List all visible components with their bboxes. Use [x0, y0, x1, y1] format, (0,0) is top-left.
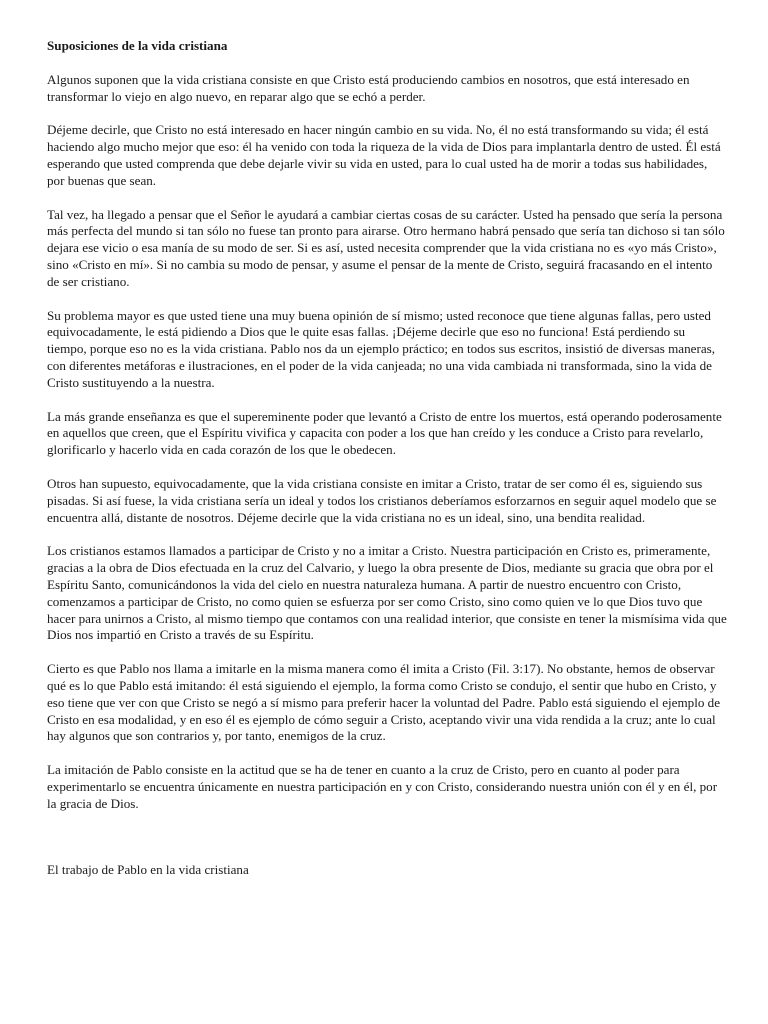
paragraph: Algunos suponen que la vida cristiana consiste en que Cristo está produciendo cambios en nosotros, que está interesado en transformar lo viejo en algo nuevo, en reparar algo que se echó a perder. [47, 71, 690, 104]
document-title: Suposiciones de la vida cristiana [47, 38, 228, 53]
paragraph: La imitación de Pablo consiste en la actitud que se ha de tener en cuanto a la cruz de Cristo, pero en cuanto al poder para experimentarlo se encuentra únicamente en nuestra participación en y con Cristo, considerando nuestra unión con él y en él, por la gracia de Dios. [47, 762, 718, 811]
paragraph: Cierto es que Pablo nos llama a imitarle en la misma manera como él imita a Cristo (Fil. 3:17). No obstante, hemos de observar qué es lo que Pablo está imitando: él está siguiendo el ejemplo, la forma como Cristo se condujo, el sentir que hubo en Cristo, y eso tiene que ver con que Cristo se negó a sí mismo para preferir hacer la voluntad del Padre. Pablo está siguiendo el ejemplo de Cristo en esa modalidad, y en eso él es ejemplo de cómo seguir a Cristo, aceptando vivir una vida rendida a la cruz; ante lo cual hay algunos que son contrarios y, por tanto, enemigos de la cruz. [47, 661, 721, 744]
paragraph: Su problema mayor es que usted tiene una muy buena opinión de sí mismo; usted reconoce que tiene algunas fallas, pero usted equivocadamente, le está pidiendo a Dios que le quite esas fallas. ¡Déjeme decirle que eso no funciona! Está perdiendo su tiempo, porque eso no es la vida cristiana. Pablo nos da un ejemplo práctico; en todos sus escritos, insistió de diversas maneras, con diferentes metáforas e ilustraciones, en el poder de la vida canjeada; no una vida cambiada ni transformada, sino la vida de Cristo sustituyendo a la nuestra. [47, 307, 715, 390]
paragraph: Déjeme decirle, que Cristo no está interesado en hacer ningún cambio en su vida. No, él no está transformando su vida; él está haciendo algo mucho mejor que eso: él ha venido con toda la riqueza de la vida de Dios para implantarla dentro de usted. Él está esperando que usted comprenda que debe dejarle vivir su vida en usted, para lo cual usted ha de morir a todas sus habilidades, por buenas que sean. [47, 122, 721, 188]
document-page [47, 38, 727, 879]
paragraph: Los cristianos estamos llamados a participar de Cristo y no a imitar a Cristo. Nuestra participación en Cristo es, primeramente, gracias a la obra de Dios efectuada en la cruz del Calvario, y luego la obra presente de Dios, mediante su gracia que obra por el Espíritu Santo, comunicándonos la vida del cielo en nuestra naturaleza humana. A partir de nuestro encuentro con Cristo, comenzamos a participar de Cristo, no como quien se esfuerza por ser como Cristo, sino como quien ve lo que Dios tuvo que hacer para unirnos a Cristo, al mismo tiempo que contamos con una realidad interior, que consiste en tener la mismísima vida que Dios nos impartió en Cristo a través de su Espíritu. [47, 543, 727, 643]
paragraph: La más grande enseñanza es que el supereminente poder que levantó a Cristo de entre los muertos, está operando poderosamente en aquellos que creen, que el Espíritu vivifica y capacita con poder a los que han creído y les conduce a Cristo para revelarlo, glorificarlo y hacerlo vida en cada corazón de los que le obedecen. [47, 408, 722, 458]
next-section-title: El trabajo de Pablo en la vida cristiana [47, 862, 249, 878]
paragraph: Tal vez, ha llegado a pensar que el Señor le ayudará a cambiar ciertas cosas de su carácter. Usted ha pensado que sería la persona más perfecta del mundo si tan sólo no fuese tan pronto para airarse. Otro hermano habrá pensado que sería tan dichoso si tan sólo dejara ese vicio o esa manía de su modo de ser. Si es así, usted necesita comprender que la vida cristiana no es «yo más Cristo», sino «Cristo en mí». Si no cambia su modo de pensar, y asume el pensar de la mente de Cristo, seguirá fracasando en el intento de ser cristiano. [47, 206, 725, 289]
paragraph: Otros han supuesto, equivocadamente, que la vida cristiana consiste en imitar a Cristo, tratar de ser como él es, siguiendo sus pisadas. Si así fuese, la vida cristiana sería un ideal y todos los cristianos deberíamos esforzarnos en seguir aquel modelo que se encuentra allá, distante de nosotros. Déjeme decirle que la vida cristiana no es un ideal, sino, una bendita realidad. [47, 475, 717, 525]
